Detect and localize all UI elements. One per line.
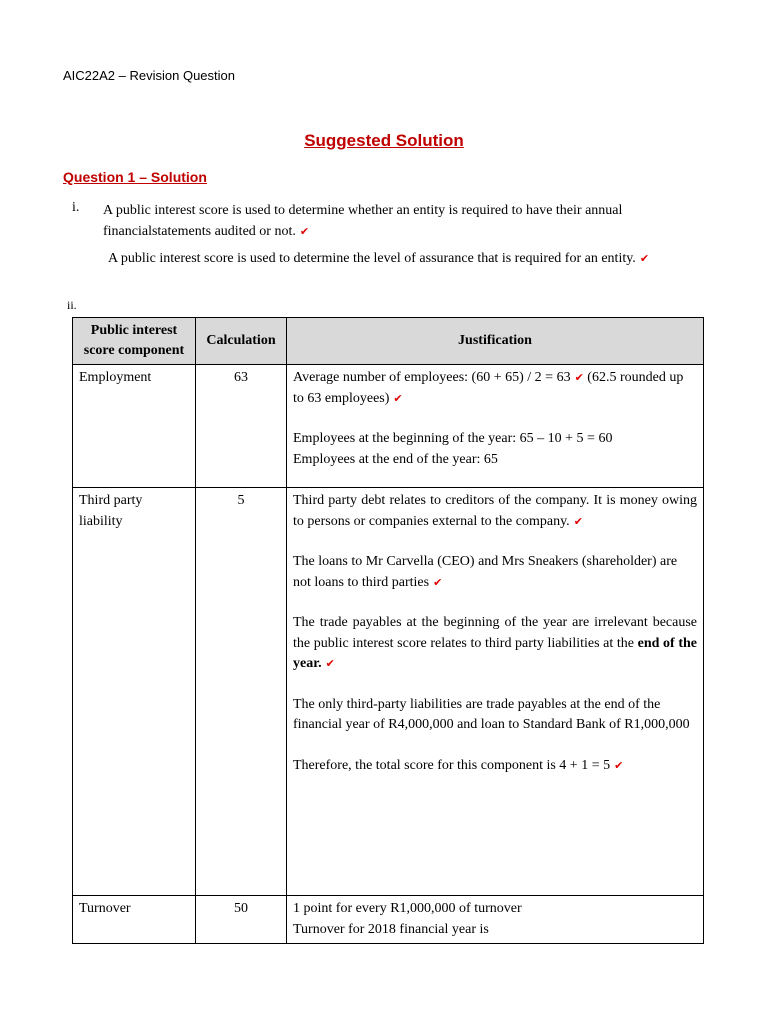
justification-cell: [287, 488, 704, 896]
justification-paragraph: Turnover for 2018 financial year is: [293, 921, 489, 937]
tick-icon: ✔: [325, 658, 335, 670]
public-interest-score-table: [72, 317, 704, 944]
justification-paragraph: [293, 552, 697, 593]
tick-icon: ✔: [393, 392, 403, 405]
document-header: AIC22A2 – Revision Question: [63, 68, 235, 83]
table-row: [73, 488, 704, 896]
justification-emphasis: end of the year.: [293, 635, 697, 671]
part-i-answer-1-text: A public interest score is used to determine whether an entity is required to have their annual financialstatements audited or not.: [103, 203, 623, 239]
column-header-justification: Justification: [287, 318, 704, 365]
component-cell: Employment: [73, 365, 196, 488]
justification-paragraph: Employees at the end of the year: 65: [293, 451, 498, 467]
component-cell: Third party liability: [73, 488, 196, 896]
justification-cell: [287, 365, 704, 488]
justification-paragraph: [293, 613, 697, 675]
tick-icon: ✔: [299, 226, 310, 238]
justification-text: (62.5 rounded up to 63 employees): [293, 370, 684, 406]
part-i-answer-2: [108, 248, 708, 270]
justification-text: Average number of employees: (60 + 65) / 2 = 63: [293, 370, 571, 385]
tick-icon: ✔: [573, 515, 583, 528]
part-i-number: i.: [72, 200, 80, 215]
justification-paragraph: [293, 368, 697, 409]
part-i-answer-2-text: A public interest score is used to determine the level of assurance that is required for an entity.: [108, 251, 636, 266]
justification-paragraph: [293, 491, 697, 532]
part-i-answer-1: [103, 200, 683, 243]
column-header-component: Public interest score component: [73, 318, 196, 365]
table-header-row: [73, 318, 704, 365]
table-row: [73, 896, 704, 944]
column-header-calculation: Calculation: [196, 318, 287, 365]
justification-cell: [287, 896, 704, 944]
calculation-cell: 63: [196, 365, 287, 488]
justification-text: The loans to Mr Carvella (CEO) and Mrs Sneakers (shareholder) are not loans to third parties: [293, 554, 678, 590]
justification-paragraph: [293, 756, 697, 777]
component-cell: Turnover: [73, 896, 196, 944]
tick-icon: ✔: [433, 576, 443, 589]
justification-paragraph: The only third-party liabilities are trade payables at the end of the financial year of R4,000,000 and loan to Standard Bank of R1,000,000: [293, 696, 690, 732]
justification-text: Third party debt relates to creditors of the company. It is money owing to persons or companies external to the company.: [293, 493, 697, 529]
part-ii-number: ii.: [67, 298, 77, 312]
justification-text: The trade payables at the beginning of the year are irrelevant because the public interest score relates to third party liabilities at the: [293, 615, 697, 651]
calculation-cell: 5: [196, 488, 287, 896]
tick-icon: ✔: [639, 253, 650, 265]
table-row: [73, 365, 704, 488]
justification-paragraph: Employees at the beginning of the year: 65 – 10 + 5 = 60: [293, 431, 613, 446]
tick-icon: ✔: [574, 372, 584, 384]
justification-text: Therefore, the total score for this component is 4 + 1 = 5: [293, 757, 611, 773]
page-title: Suggested Solution: [304, 131, 464, 150]
tick-icon: ✔: [614, 759, 624, 772]
question-heading: Question 1 – Solution: [63, 169, 207, 185]
justification-paragraph: 1 point for every R1,000,000 of turnover: [293, 901, 522, 916]
calculation-cell: 50: [196, 896, 287, 944]
